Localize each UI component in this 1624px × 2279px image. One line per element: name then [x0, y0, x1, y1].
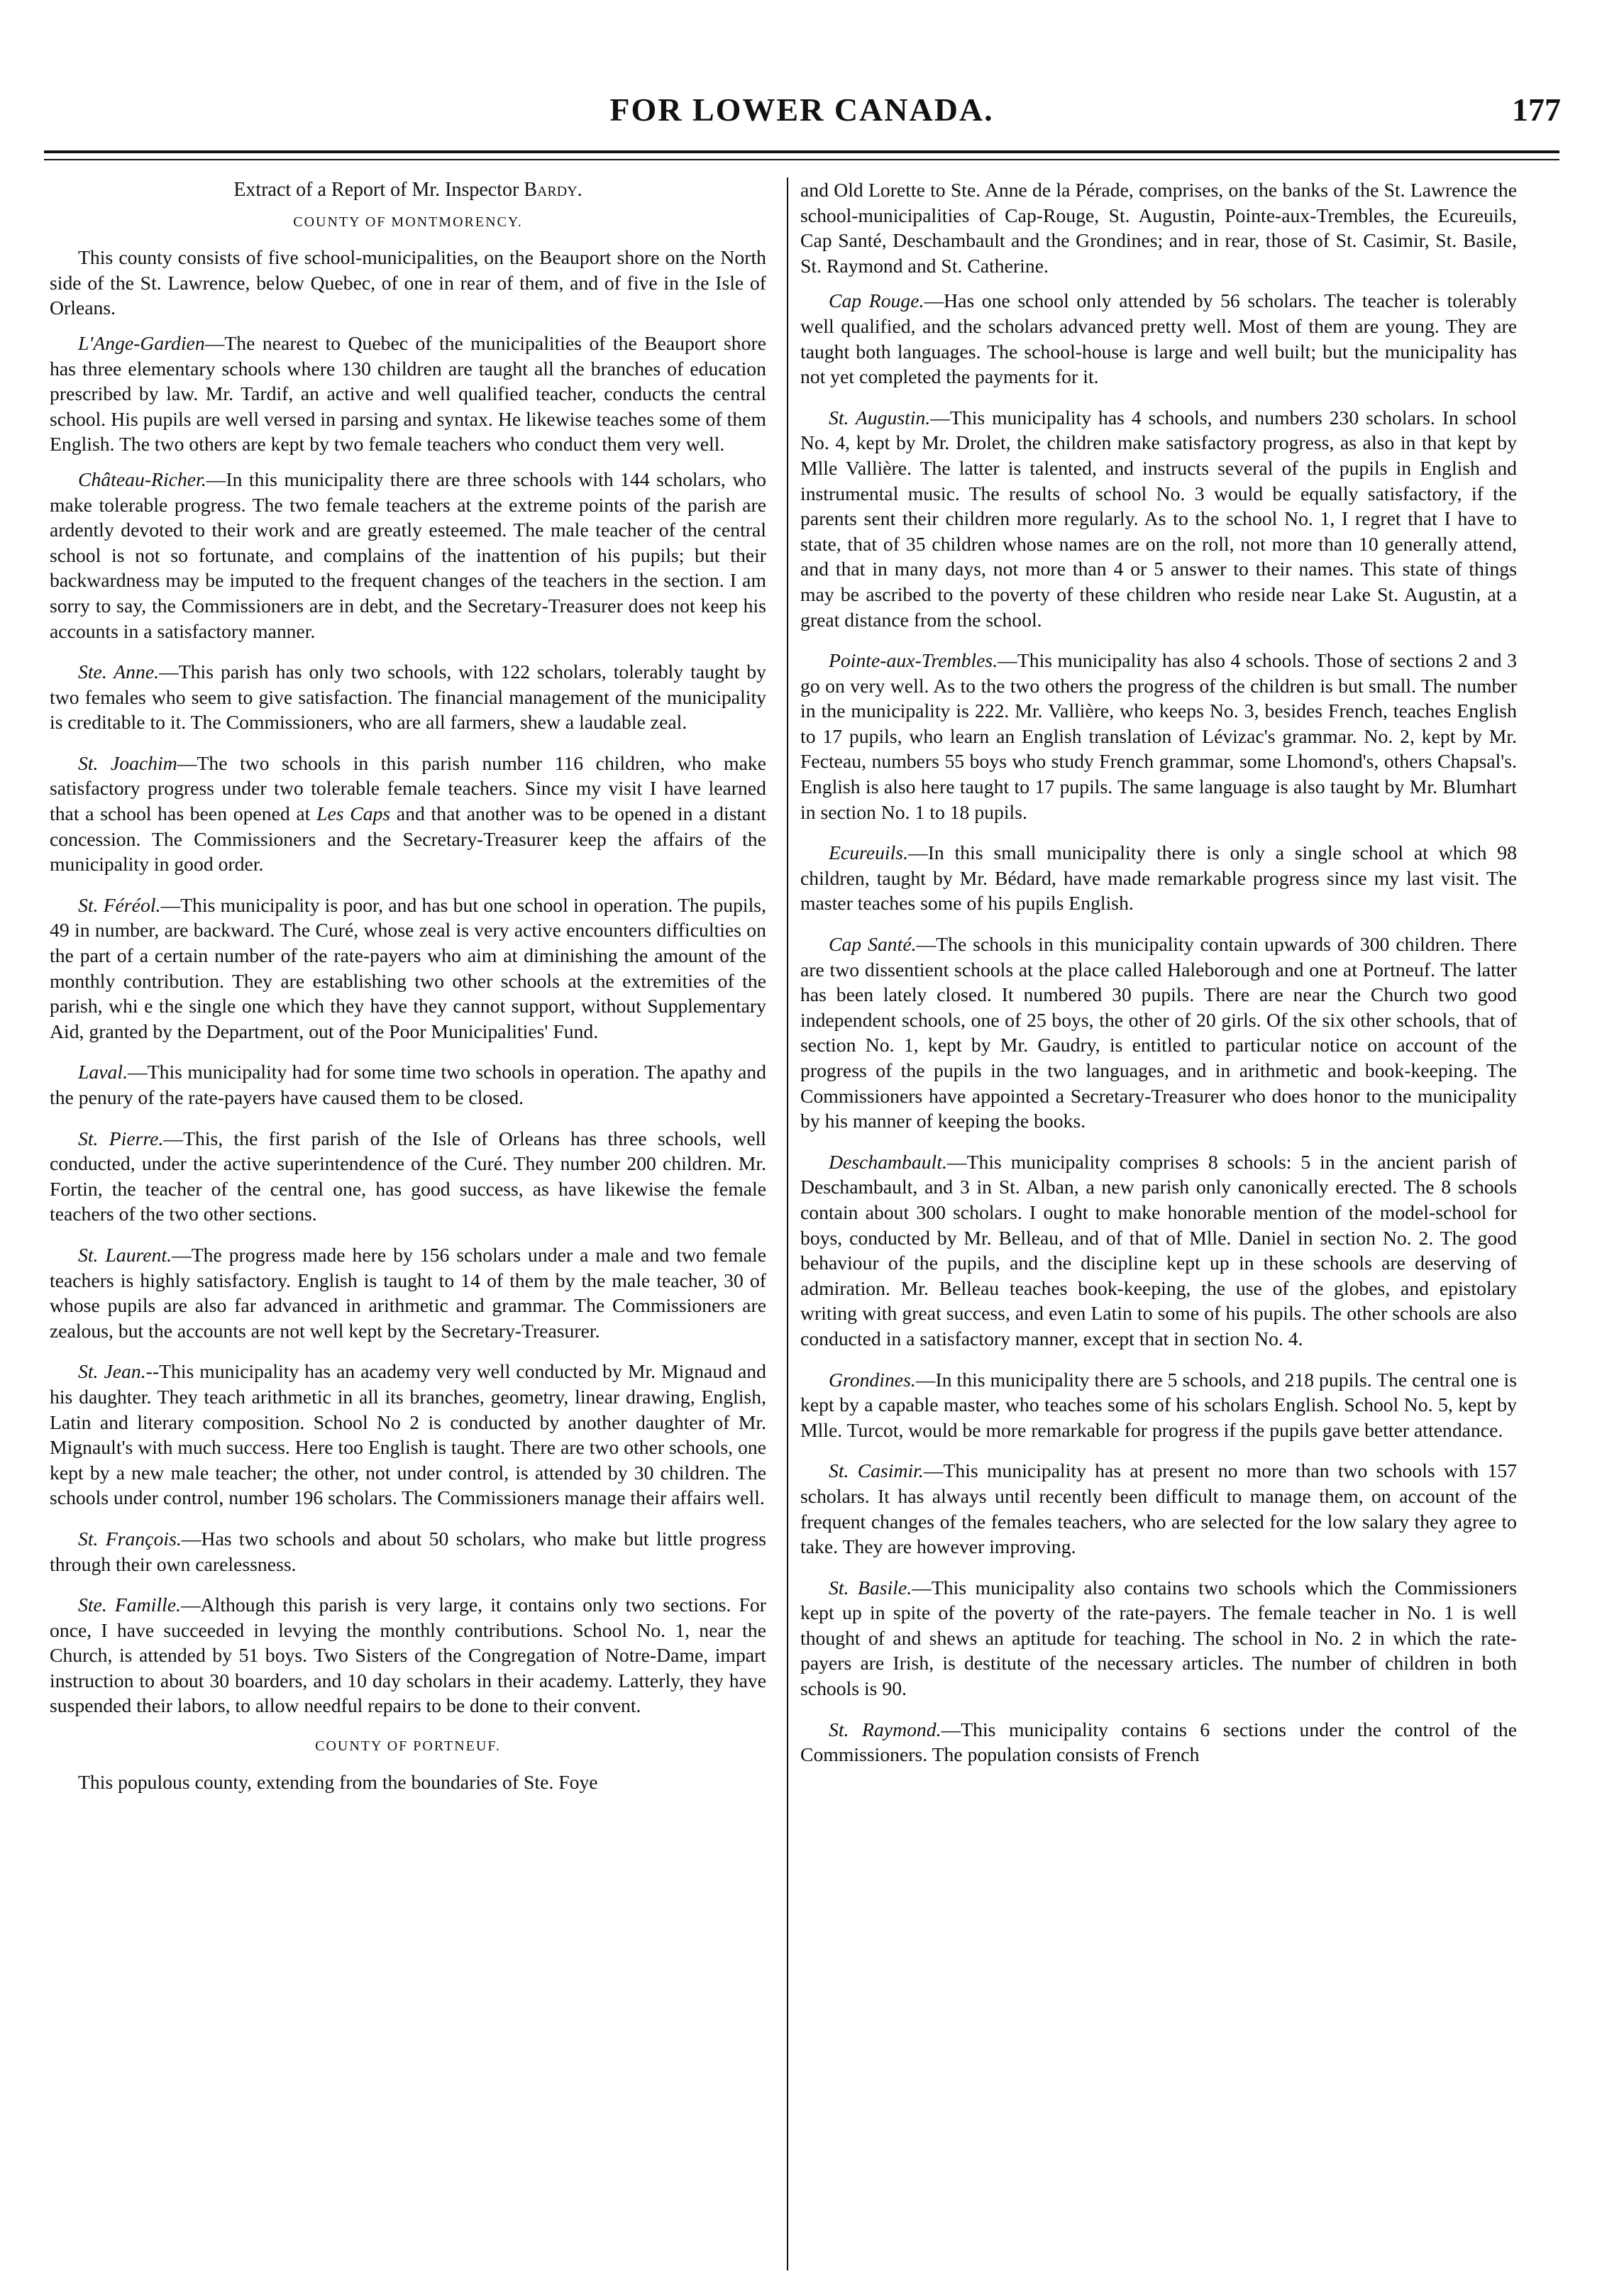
- entry-text: —The two schools in this parish number 116 children, who make satisfactory progress under two tolerable female teachers. Since my visit I have learned that a school has been opened at: [50, 751, 766, 825]
- entry-title: Deschambault.: [829, 1150, 947, 1173]
- entry-text: —In this small municipality there is only a single school at which 98 children, taught by Mr. Bédard, have made remarkable progress since my last visit. The master teaches some of his pupils English.: [800, 841, 1517, 915]
- entry-title: Cap Rouge.: [829, 289, 924, 312]
- entry-text: —This municipality has at present no more than two schools with 157 scholars. It has always until recently been difficult to manage them, on account of the frequent changes of the females teachers, who are selected for the low salary they agree to take. They are however improving.: [800, 1459, 1517, 1558]
- entry-st-joachim: [50, 751, 766, 877]
- entry-text: —In this municipality there are 5 schools, and 218 pupils. The central one is kept by a capable master, who teaches some of his scholars English. School No. 5, kept by Mlle. Turcot, would be more remarkable for progress if the pupils gave better attendance.: [800, 1368, 1517, 1441]
- entry-title: Ecureuils.: [829, 841, 909, 864]
- report-heading-prefix: Extract of a Report of Mr. Inspector: [233, 179, 524, 201]
- entry-title: St. Laurent.: [78, 1243, 172, 1266]
- entry-title: Château-Richer.: [78, 468, 206, 490]
- report-heading: [50, 177, 766, 203]
- entry-title: Grondines.: [829, 1368, 916, 1391]
- entry-ste-famille: [50, 1592, 766, 1718]
- county-heading-montmorency: COUNTY OF MONTMORENCY.: [293, 214, 523, 230]
- entry-grondines: [800, 1367, 1517, 1443]
- entry-st-francois: [50, 1526, 766, 1577]
- county-portneuf-intro-continued: and Old Lorette to Ste. Anne de la Pérade, comprises, on the banks of the St. Lawrence the school-municipalities of Cap-Rouge, St. Augustin, Pointe-aux-Trembles, the Ecureuils, Cap Santé, Deschambault and the Grondines; and in rear, those of St. Casimir, St. Basile, St. Raymond and St. Catherine.: [800, 179, 1517, 277]
- entry-title: St. Casimir.: [829, 1459, 924, 1482]
- entry-text: —This municipality also contains two schools which the Commissioners kept up in spite of the poverty of the rate-payers. The female teacher in No. 1 is well thought of and shews an aptitude for teaching. The school in No. 2 in which the rate-payers are Irish, is destitute of the necessary articles. The number of children in both schools is 90.: [800, 1576, 1518, 1700]
- column-divider: [787, 177, 788, 2270]
- county-intro: This county consists of five school-municipalities, on the Beauport shore on the North side of the St. Lawrence, below Quebec, of one in rear of them, and of five in the Isle of Orleans.: [50, 246, 766, 319]
- entry-text: —In this municipality there are three schools with 144 scholars, who make tolerable progress. The two female teachers at the extreme points of the parish are ardently devoted to their work and are greatly esteemed. The male teacher of the central school is not so fortunate, and complains of the inattention of his pupils; but their backwardness may be imputed to the frequent changes of the teachers in the section. I am sorry to say, the Commissioners are in debt, and the Secretary-Treasurer does not keep his accounts in a satisfactory manner.: [50, 468, 766, 642]
- entry-title: St. Pierre.: [78, 1127, 164, 1149]
- page-number: 177: [1512, 92, 1561, 128]
- entry-st-casimir: [800, 1458, 1517, 1559]
- entry-title: St. Féréol.: [78, 893, 161, 916]
- entry-text: —This municipality has also 4 schools. Those of sections 2 and 3 go on very well. As to the two others the progress of the children is but small. The number in the municipality is 222. Mr. Vallière, who keeps No. 3, besides French, teaches English to 17 pupils, who learn an English translation of Lévizac's grammar. No. 2, kept by Mr. Fecteau, numbers 55 boys who study French grammar, some Lhomond's, others Chapsal's. English is also here taught to 17 pupils. The same language is also taught by Mr. Blumhart in section No. 1 to 18 pupils.: [800, 649, 1517, 823]
- entry-ecureuils: [800, 840, 1517, 916]
- entry-text: —Although this parish is very large, it contains only two sections. For once, I have succeeded in levying the monthly contributions. School No. 1, near the Church, is attended by 51 boys. Two Sisters of the Congregation of Notre-Dame, impart instruction to about 30 boarders, and 10 day scholars in their academy. Latterly, they have suspended their labors, to allow needful repairs to be done to their convent.: [50, 1594, 766, 1717]
- entry-st-jean: [50, 1359, 766, 1511]
- entry-title: Pointe-aux-Trembles.: [829, 649, 998, 672]
- entry-title: L'Ange-Gardien: [78, 331, 205, 354]
- entry-laval: [50, 1059, 766, 1110]
- entry-pointe-aux-trembles: [800, 648, 1517, 824]
- entry-st-pierre: [50, 1126, 766, 1227]
- entry-text: and that another was to be opened in a distant concession. The Commissioners and the Secretary-Treasurer keep the affairs of the municipality in good order.: [50, 802, 766, 876]
- entry-st-basile: [800, 1575, 1517, 1701]
- left-column: [50, 177, 766, 1804]
- entry-st-raymond: [800, 1717, 1517, 1767]
- entry-text: —This municipality had for some time two schools in operation. The apathy and the penury of the rate-payers have caused them to be closed.: [50, 1061, 766, 1108]
- entry-text: —This municipality has 4 schools, and numbers 230 scholars. In school No. 4, kept by Mr. Drolet, the children make satisfactory progress, as also in that kept by Mlle Vallière. The latter is talented, and instructs several of the pupils in English and instrumental music. The results of school No. 3 would be equally satisfactory, if the parents sent their children more regularly. As to the school No. 1, I regret that I have to state, that of 35 children whose names are on the roll, not more than 10 generally attend, and that in many days, not more than 4 or 5 answer to their names. This state of things may be ascribed to the poverty of these children who reside near Lake St. Augustin, at a great distance from the school.: [800, 406, 1518, 631]
- entry-ste-anne: [50, 659, 766, 735]
- entry-text: —The schools in this municipality contain upwards of 300 children. There are two dissentient schools at the place called Haleborough and one at Portneuf. The latter has been lately closed. It numbered 30 pupils. There are near the Church two good independent schools, one of 25 boys, the other of 20 girls. Of the six other schools, that of section No. 1, kept by Mr. Gaudry, is entitled to particular notice on account of the progress of the pupils in the two languages, and in arithmetic and book-keeping. The Commissioners have appointed a Secretary-Treasurer who does honor to the municipality by his manner of keeping the books.: [800, 933, 1517, 1132]
- right-column: [800, 177, 1517, 1777]
- entry-title: Cap Santé.: [829, 933, 917, 956]
- place-les-caps: Les Caps: [316, 802, 391, 825]
- entry-title: St. Basile.: [829, 1576, 912, 1599]
- header-rule-thick: [44, 150, 1559, 153]
- entry-cap-sante: [800, 932, 1517, 1134]
- running-header: [43, 91, 1561, 133]
- entry-chateau-richer: [50, 467, 766, 644]
- county-heading-portneuf: COUNTY OF PORTNEUF.: [315, 1738, 501, 1755]
- entry-title: St. Jean.: [78, 1360, 146, 1383]
- entry-title: Ste. Anne.: [78, 661, 160, 683]
- entry-text: --This municipality has an academy very well conducted by Mr. Mignaud and his daughter. They teach arithmetic in all its branches, geometry, linear drawing, English, Latin and literary composition. School No 2 is conducted by another daughter of Mr. Mignault's with much success. Here too English is taught. There are two other schools, one kept by a new male teacher; the other, not under control, is attended by 30 children. The schools under control, number 196 scholars. The Commissioners manage their affairs well.: [50, 1360, 766, 1509]
- header-rule-thin: [44, 159, 1559, 160]
- entry-text: —This municipality contains 6 sections under the control of the Commissioners. The population consists of French: [800, 1718, 1518, 1766]
- entry-st-ferreol: [50, 893, 766, 1044]
- entry-title: St. Raymond.: [829, 1718, 941, 1740]
- entry-title: St. Augustin.: [829, 406, 931, 429]
- entry-text: —This municipality comprises 8 schools: 5 in the ancient parish of Deschambault, and 3 in St. Alban, a new parish only canonically erected. The 8 schools contain about 300 scholars. I ought to make honorable mention of the model-school for boys, conducted by Mr. Belleau, and of that of Mlle. Daniel in section No. 2. The good behaviour of the pupils, and the discipline kept up in these schools are deserving of admiration. Mr. Belleau teaches book-keeping, the use of the globes, and epistolary writing with great success, and even Latin to some of his pupils. The other schools are also conducted in a satisfactory manner, except that in section No. 4.: [800, 1150, 1517, 1350]
- entry-text: —The progress made here by 156 scholars under a male and two female teachers is highly satisfactory. English is taught to 14 of them by the male teacher, 30 of whose pupils are also far advanced in arithmetic and grammar. The Commissioners are zealous, but the accounts are not well kept by the Secretary-Treasurer.: [50, 1243, 766, 1342]
- entry-st-laurent: [50, 1242, 766, 1343]
- entry-text: —This, the first parish of the Isle of Orleans has three schools, well conducted, under the active superintendence of the Curé. They number 200 children. Mr. Fortin, the teacher of the central one, has good success, as have likewise the female teachers of the two other sections.: [50, 1127, 766, 1225]
- entry-cap-rouge: [800, 288, 1517, 389]
- entry-text: —The nearest to Quebec of the municipalities of the Beauport shore has three elementary schools where 130 children are taught all the branches of education prescribed by law. Mr. Tardif, an active and well qualified teacher, conducts the central school. His pupils are well versed in parsing and syntax. He likewise teaches some of them English. The two others are kept by two female teachers who conduct them very well.: [50, 331, 766, 456]
- entry-title: Laval.: [78, 1061, 128, 1083]
- entry-text: —Has one school only attended by 56 scholars. The teacher is tolerably well qualified, and the scholars advanced pretty well. Most of them are young. They are taught both languages. The school-house is large and well built; but the municipality has not yet completed the payments for it.: [800, 289, 1518, 388]
- entry-text: —This parish has only two schools, with 122 scholars, tolerably taught by two females who seem to give satisfaction. The financial management of the municipality is creditable to it. The Commissioners, who are all farmers, shew a laudable zeal.: [50, 661, 766, 734]
- entry-text: —This municipality is poor, and has but one school in operation. The pupils, 49 in number, are backward. The Curé, whose zeal is very active encounters difficulties on the part of a certain number of the rate-payers who aim at diminishing the amount of the monthly contribution. They are establishing two other schools at the extremities of the parish, whi e the single one which they have they cannot support, without Supplementary Aid, granted by the Department, out of the Poor Municipalities' Fund.: [50, 893, 766, 1042]
- entry-title: St. François.: [78, 1527, 182, 1550]
- entry-ange-gardien: [50, 331, 766, 457]
- running-title: FOR LOWER CANADA.: [609, 92, 994, 128]
- entry-title: St. Joachim: [78, 751, 177, 774]
- entry-deschambault: [800, 1149, 1517, 1352]
- county-portneuf-intro: This populous county, extending from the boundaries of Ste. Foye: [78, 1770, 598, 1793]
- entry-st-augustin: [800, 405, 1517, 632]
- entry-title: Ste. Famille.: [78, 1594, 181, 1616]
- inspector-name: Bardy.: [524, 179, 582, 201]
- entry-text: —Has two schools and about 50 scholars, who make but little progress through their own carelessness.: [50, 1527, 766, 1575]
